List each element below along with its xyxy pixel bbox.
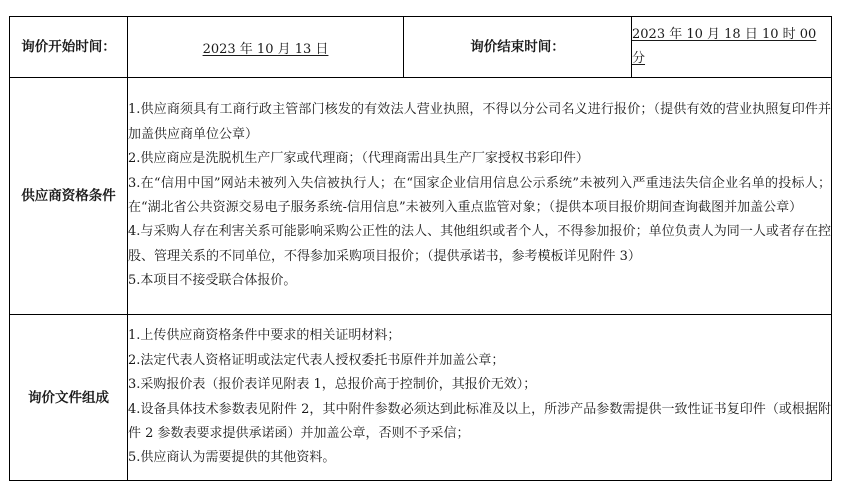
qualification-item-2: 2.供应商应是洗脱机生产厂家或代理商；（代理商需出具生产厂家授权书彩印件）	[128, 151, 589, 167]
qualification-row	[10, 78, 832, 315]
documents-label: 询价文件组成	[10, 315, 128, 481]
documents-row	[10, 315, 832, 481]
start-time-cell	[128, 17, 404, 78]
qualification-content	[128, 78, 832, 315]
documents-item-3: 3.采购报价表（报价表详见附表 1，总报价高于控制价，其报价无效）；	[128, 377, 537, 393]
documents-item-5: 5.供应商认为需要提供的其他资料。	[128, 450, 336, 466]
qualification-item-3: 3.在“信用中国”网站未被列入失信被执行人；在“国家企业信用信息公示系统”未被列入严重违法失信企业名单的投标人；在“湖北省公共资源交易电子服务系统-信用信息”未被列入重点监管对象；（提供本项目报价期间查询截图并加盖公章）	[128, 175, 831, 215]
documents-content	[128, 315, 832, 481]
end-time-cell	[632, 17, 832, 78]
inquiry-table	[9, 16, 832, 481]
time-row	[10, 17, 832, 78]
qualification-item-5: 5.本项目不接受联合体报价。	[128, 273, 297, 289]
documents-item-1: 1.上传供应商资格条件中要求的相关证明材料；	[128, 328, 401, 344]
qualification-item-4: 4.与采购人存在利害关系可能影响采购公正性的法人、其他组织或者个人，不得参加报价；单位负责人为同一人或者存在控股、管理关系的不同单位，不得参加采购项目报价；（提供承诺书，参考模板详见附件 3）	[128, 224, 831, 264]
start-time-label: 询价开始时间：	[10, 17, 128, 78]
end-time-value: 2023 年 10 月 18 日 10 时 00 分	[632, 27, 817, 66]
documents-item-2: 2.法定代表人资格证明或法定代表人授权委托书原件并加盖公章；	[128, 352, 505, 368]
qualification-label: 供应商资格条件	[10, 78, 128, 315]
qualification-item-1: 1.供应商须具有工商行政主管部门核发的有效法人营业执照，不得以分公司名义进行报价；（提供有效的营业执照复印件并加盖供应商单位公章）	[128, 102, 831, 142]
end-time-label: 询价结束时间：	[404, 17, 632, 78]
documents-item-4: 4.设备具体技术参数表见附件 2，其中附件参数必须达到此标准及以上，所涉产品参数需提供一致性证书复印件（或根据附件 2 参数表要求提供承诺函）并加盖公章，否则不予采信；	[128, 401, 831, 441]
start-time-value: 2023 年 10 月 13 日	[202, 41, 329, 57]
